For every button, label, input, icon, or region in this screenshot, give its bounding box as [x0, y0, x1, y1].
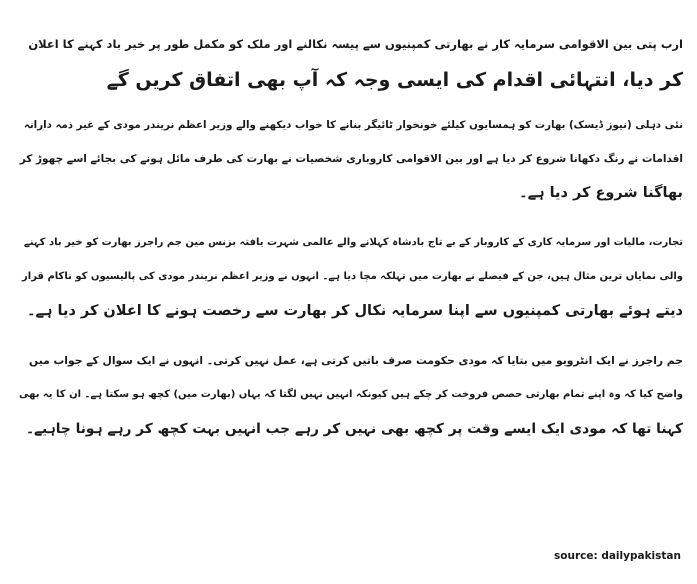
paragraph-line: تجارت، مالیات اور سرمایہ کاری کے کاروبار کے بے تاج بادشاہ کہلانے والے عالمی شہرت یافتہ بزنس مین جم راجرز بھارت کو خیر باد کہنے [23, 237, 683, 248]
article-paragraph [18, 108, 683, 210]
paragraph-line: بھاگنا شروع کر دیا ہے۔ [519, 185, 683, 201]
paragraph-line: دیتے ہوئے بھارتی کمپنیوں سے اپنا سرمایہ نکال کر بھارت سے رخصت ہونے کا اعلان کر دیا ہے۔ [27, 303, 683, 319]
article-paragraph [18, 226, 683, 328]
headline-line: کر دیا، انتہائی اقدام کی ایسی وجہ کہ آپ بھی اتفاق کریں گے [106, 69, 683, 91]
paragraph-line: واضح کیا کہ وہ اپنے تمام بھارتی حصص فروخت کر چکے ہیں کیونکہ انہیں نہیں لگتا کہ یہاں (بھارت میں) کچھ ہو سکتا ہے۔ ان کا یہ بھی [18, 389, 683, 400]
paragraph-line: کہنا تھا کہ مودی ایک ایسے وقت پر کچھ بھی نہیں کر رہے جب انہیں بہت کچھ کر رہے ہونا چاہیے۔ [25, 421, 683, 437]
article-paragraph [18, 344, 683, 446]
paragraph-line: والی نمایاں ترین مثال ہیں، جن کے فیصلے نے بھارت میں تہلکہ مچا دیا ہے۔ انہوں نے وزیر اعظم نریندر مودی کی پالیسیوں کو ناکام قرار [22, 271, 683, 282]
headline-line: ارب پتی بین الاقوامی سرمایہ کار نے بھارتی کمپنیوں سے پیسہ نکالنے اور ملک کو مکمل طور پر خیر باد کہنے کا اعلان [28, 37, 683, 51]
paragraph-line: اقدامات نے رنگ دکھانا شروع کر دیا ہے اور بین الاقوامی کاروباری شخصیات نے بھارت کی طرف مائل ہونے کی بجائے اسے چھوڑ کر [19, 153, 683, 165]
paragraph-line: نئی دہلی (نیوز ڈیسک) بھارت کو ہمسایوں کیلئے خونخوار ٹائیگر بنانے کا خواب دیکھنے والے وزیر اعظم نریندر مودی کے غیر ذمہ دارانہ [23, 119, 683, 131]
article-headline [18, 26, 683, 98]
paragraph-line: جم راجرز نے ایک انٹرویو میں بتایا کہ مودی حکومت صرف باتیں کرتی ہے، عمل نہیں کرتی۔ انہوں نے ایک سوال کے جواب میں [29, 354, 683, 367]
source-credit: source: dailypakistan [554, 550, 681, 562]
